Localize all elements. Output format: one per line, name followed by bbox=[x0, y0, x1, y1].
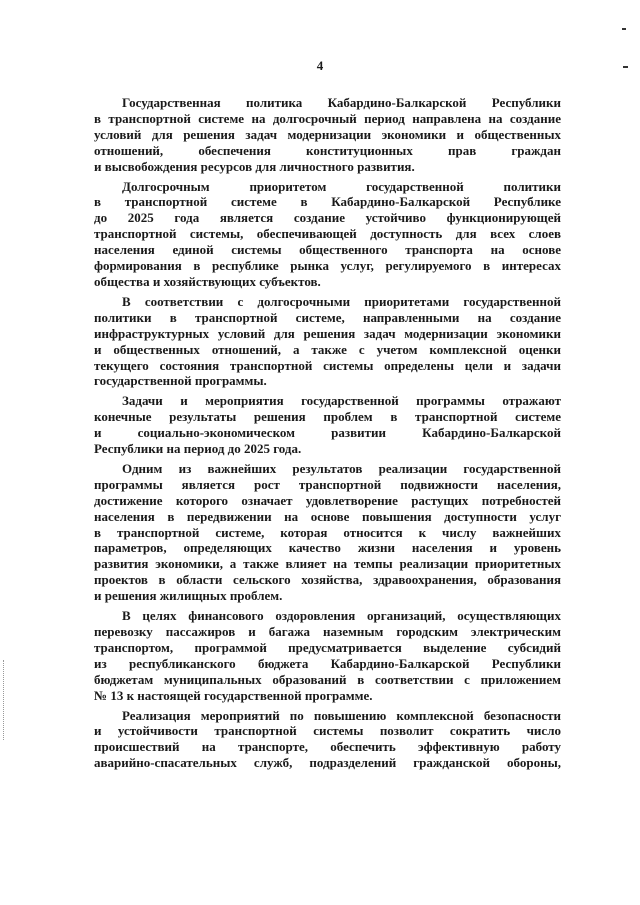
text-line: инфраструктурных условий для решения задач модернизации экономики bbox=[94, 325, 561, 341]
paragraph bbox=[94, 608, 561, 703]
text-line: Государственная политика Кабардино-Балкарской Республики bbox=[122, 95, 561, 110]
text-line: в транспортной системе в Кабардино-Балкарской Республике bbox=[94, 194, 561, 210]
binding-edge bbox=[3, 660, 6, 740]
text-line: формирования в республике рынка услуг, регулируемого в интересах bbox=[94, 258, 561, 274]
text-line: в транспортной системе на долгосрочный период направлена на создание bbox=[94, 110, 561, 126]
text-line: В целях финансового оздоровления организаций, осуществляющих bbox=[122, 608, 561, 624]
paragraph bbox=[94, 708, 561, 772]
text-line: и социально-экономическом развитии Кабардино-Балкарской bbox=[94, 425, 561, 441]
text-line: государственной программы. bbox=[94, 373, 267, 389]
paragraph bbox=[94, 461, 561, 604]
text-line: проектов в области сельского хозяйства, здравоохранения, образования bbox=[94, 572, 561, 588]
text-line: из республиканского бюджета Кабардино-Балкарской Республики bbox=[94, 655, 561, 671]
text-line: в транспортной системе, которая относится к числу важнейших bbox=[94, 524, 561, 540]
text-line: Долгосрочным приоритетом государственной политики bbox=[122, 178, 561, 194]
text-line: происшествий на транспорте, обеспечить эффективную работу bbox=[94, 739, 561, 755]
text-line: и устойчивости транспортной системы позволит сократить число bbox=[94, 723, 561, 739]
document-body bbox=[94, 95, 561, 775]
text-line: Реализация мероприятий по повышению комплексной безопасности bbox=[122, 707, 561, 723]
text-line: достижение которого означает удовлетворение растущих потребностей bbox=[94, 492, 561, 508]
text-line: до 2025 года является создание устойчиво функционирующей bbox=[94, 210, 561, 226]
paragraph bbox=[94, 179, 561, 290]
text-line: и общественных отношений, а также с учетом комплексной оценки bbox=[94, 341, 561, 357]
page-number: 4 bbox=[316, 58, 324, 73]
text-line: бюджетам муниципальных образований в соответствии с приложением bbox=[94, 671, 561, 687]
text-line: транспортной системы, обеспечивающей доступность для всех слоев bbox=[94, 226, 561, 242]
text-line: политики в транспортной системе, направленными на создание bbox=[94, 309, 561, 325]
text-line: Задачи и мероприятия государственной программы отражают bbox=[122, 393, 561, 409]
text-line: развития экономики, а также влияет на темпы реализации приоритетных bbox=[94, 556, 561, 572]
text-line: населения единой системы общественного транспорта на основе bbox=[94, 242, 561, 258]
text-line: Одним из важнейших результатов реализации государственной bbox=[122, 460, 561, 476]
text-line: параметров, определяющих качество жизни населения и уровень bbox=[94, 540, 561, 556]
text-line: населения в передвижении на основе повышения доступности услуг bbox=[94, 508, 561, 524]
text-line: перевозку пассажиров и багажа наземным городским электрическим bbox=[94, 624, 561, 639]
paragraph bbox=[94, 393, 561, 457]
scan-mark bbox=[622, 28, 626, 30]
text-line: транспортом, программой предусматривается выделение субсидий bbox=[94, 639, 561, 655]
text-line: Республики на период до 2025 года. bbox=[94, 441, 302, 457]
paragraph bbox=[94, 95, 561, 175]
text-line: отношений, обеспечения конституционных прав граждан bbox=[94, 142, 561, 158]
text-line: № 13 к настоящей государственной программе. bbox=[94, 687, 373, 703]
text-line: В соответствии с долгосрочными приоритетами государственной bbox=[122, 293, 561, 309]
text-line: программы является рост транспортной подвижности населения, bbox=[94, 476, 561, 492]
text-line: общества и хозяйствующих субъектов. bbox=[94, 273, 321, 289]
text-line: и высвобождения ресурсов для личностного развития. bbox=[94, 158, 415, 174]
text-line: аварийно-спасательных служб, подразделений гражданской обороны, bbox=[94, 755, 561, 771]
text-line: текущего состояния транспортной системы определены цели и задачи bbox=[94, 357, 561, 373]
text-line: условий для решения задач модернизации экономики и общественных bbox=[94, 126, 561, 142]
text-line: и решения жилищных проблем. bbox=[94, 588, 283, 604]
text-line: конечные результаты решения проблем в транспортной системе bbox=[94, 409, 561, 425]
paragraph bbox=[94, 294, 561, 389]
